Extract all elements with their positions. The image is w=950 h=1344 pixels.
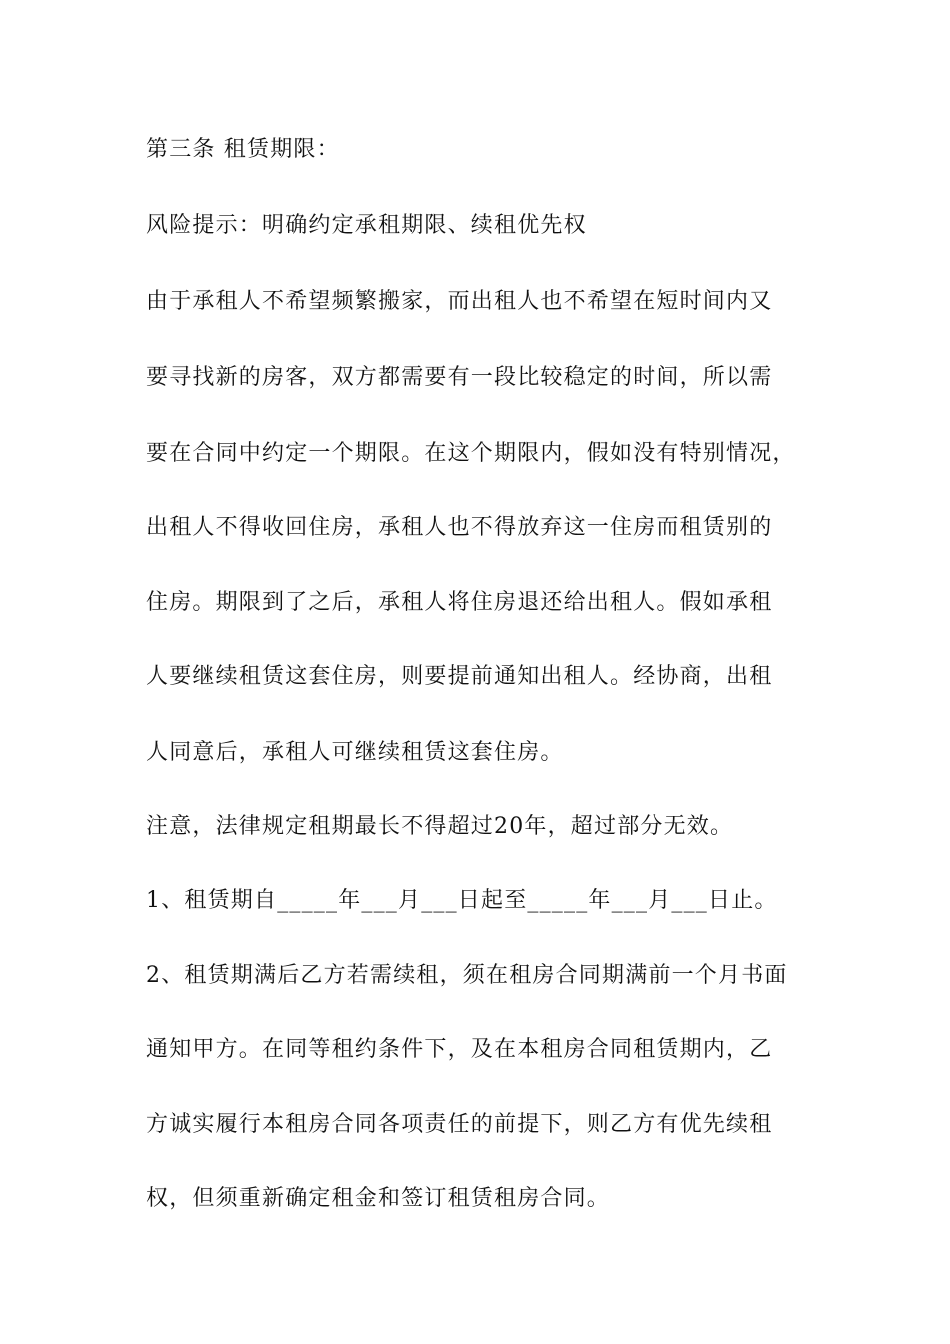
risk-tip: 风险提示：明确约定承租期限、续租优先权 (146, 213, 587, 238)
paragraph-line: 人同意后，承租人可继续租赁这套住房。 (146, 740, 564, 765)
clause-line: 权，但须重新确定租金和签订租赁租房合同。 (146, 1186, 611, 1211)
paragraph-line: 住房。期限到了之后，承租人将住房退还给出租人。假如承租 (146, 590, 773, 615)
note-line: 注意，法律规定租期最长不得超过20年，超过部分无效。 (146, 814, 734, 839)
paragraph-line: 要寻找新的房客，双方都需要有一段比较稳定的时间，所以需 (146, 365, 773, 390)
clause-line: 方诚实履行本租房合同各项责任的前提下，则乙方有优先续租 (146, 1112, 773, 1137)
clause-line: 2、租赁期满后乙方若需续租，须在租房合同期满前一个月书面 (146, 963, 788, 988)
paragraph-line: 出租人不得收回住房，承租人也不得放弃这一住房而租赁别的 (146, 515, 773, 540)
paragraph-line: 要在合同中约定一个期限。在这个期限内，假如没有特别情况， (146, 441, 796, 466)
paragraph-line: 由于承租人不希望频繁搬家，而出租人也不希望在短时间内又 (146, 289, 773, 314)
section-heading: 第三条 租赁期限： (146, 137, 340, 162)
clause-line: 通知甲方。在同等租约条件下，及在本租房合同租赁期内，乙 (146, 1037, 773, 1062)
clause-line: 1、租赁期自_____年___月___日起至_____年___月___日止。 (146, 888, 778, 913)
paragraph-line: 人要继续租赁这套住房，则要提前通知出租人。经协商，出租 (146, 664, 773, 689)
